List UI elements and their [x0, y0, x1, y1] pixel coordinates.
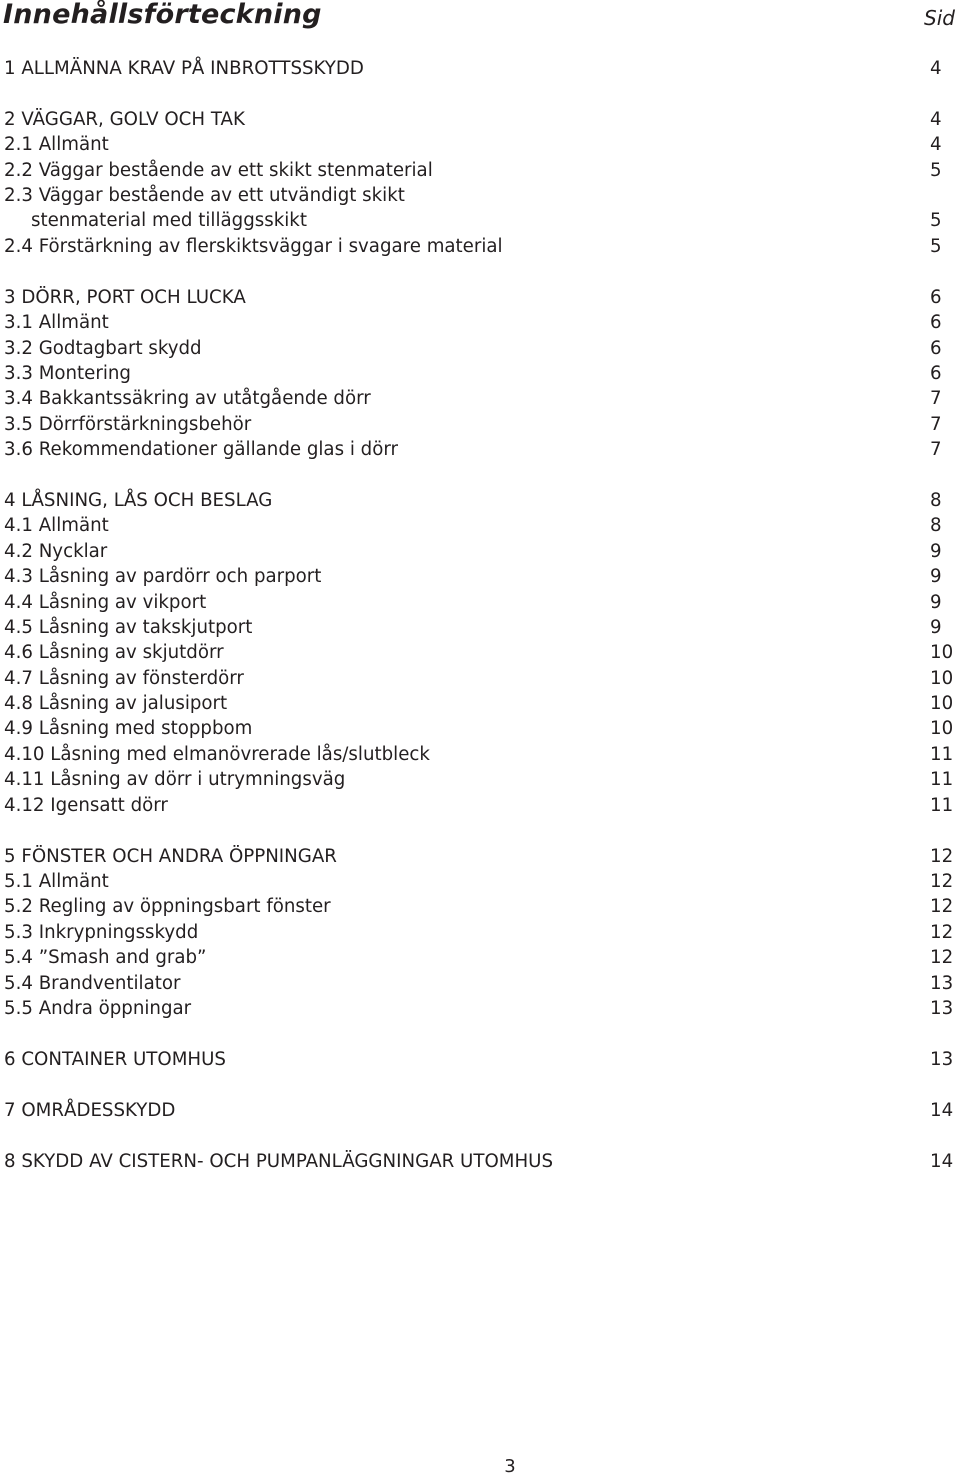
toc-entry-label: 3.3 Montering [4, 362, 131, 384]
toc-entry-label: 3.4 Bakkantssäkring av utåtgående dörr [4, 388, 371, 410]
toc-entry-label: stenmaterial med tilläggsskikt [31, 210, 307, 232]
toc-entry-label: 3.6 Rekommendationer gällande glas i dörr [4, 439, 398, 461]
toc-entry [4, 971, 954, 996]
toc-entry [4, 488, 954, 513]
toc-entry-label: 2 VÄGGAR, GOLV OCH TAK [4, 108, 245, 130]
toc-entry-page: 7 [930, 439, 942, 461]
toc-entry-page: 12 [930, 896, 954, 918]
toc-entry [4, 285, 954, 310]
toc-entry-label: 5.2 Regling av öppningsbart fönster [4, 896, 331, 918]
toc-entry-page: 13 [930, 997, 954, 1019]
toc-entry-label: 4.4 Låsning av vikport [4, 591, 207, 613]
toc-entry-page: 12 [930, 870, 954, 892]
toc-entry [4, 564, 954, 589]
toc-entry [4, 945, 954, 970]
page-title: Innehållsförteckning [3, 0, 322, 30]
toc-entry-page: 10 [930, 642, 954, 664]
toc-entry-label: 4.2 Nycklar [4, 540, 108, 562]
toc-entry-page: 14 [930, 1099, 954, 1121]
toc-entry-page: 9 [930, 591, 942, 613]
toc-entry-label: 7 OMRÅDESSKYDD [4, 1099, 176, 1121]
toc-entry [4, 336, 954, 361]
toc-entry-label: 4.6 Låsning av skjutdörr [4, 642, 224, 664]
toc-entry-page: 7 [930, 388, 942, 410]
toc-entry [4, 361, 954, 386]
toc-entry [4, 56, 954, 81]
toc-entry-page: 4 [930, 108, 942, 130]
toc-entry-label: 5.4 Brandventilator [4, 972, 181, 994]
toc-entry [4, 716, 954, 741]
toc-entry [4, 1047, 954, 1072]
toc-entry-label: 8 SKYDD AV CISTERN- OCH PUMPANLÄGGNINGAR UTOMHUS [4, 1150, 554, 1172]
toc-entry [4, 234, 954, 259]
toc-entry-page: 12 [930, 845, 954, 867]
toc-entry-page: 7 [930, 413, 942, 435]
toc-entry-page: 9 [930, 616, 942, 638]
toc-section [4, 844, 954, 1022]
toc-entry-label: 4.9 Låsning med stoppbom [4, 718, 253, 740]
toc-entry-page: 13 [930, 972, 954, 994]
toc-entry-label: 5.4 ”Smash and grab” [4, 947, 207, 969]
toc-entry-page: 12 [930, 947, 954, 969]
toc-entry-label: 4.8 Låsning av jalusiport [4, 693, 228, 715]
toc-entry [4, 208, 954, 233]
toc-section [4, 107, 954, 259]
toc-section [4, 488, 954, 818]
toc-entry-page: 11 [930, 769, 954, 791]
toc-entry-page: 6 [930, 312, 942, 334]
toc-entry-label: 3.5 Dörrförstärkningsbehör [4, 413, 252, 435]
toc-entry-label: 2.4 Förstärkning av flerskiktsväggar i svagare material [4, 235, 503, 257]
toc-entry [4, 310, 954, 335]
toc-entry-label: 3.2 Godtagbart skydd [4, 337, 202, 359]
toc-section [4, 56, 954, 81]
toc-entry-label: 2.1 Allmänt [4, 134, 109, 156]
toc-entry [4, 742, 954, 767]
toc-entry [4, 869, 954, 894]
toc-entry-page: 10 [930, 718, 954, 740]
toc-section [4, 1047, 954, 1072]
page-column-label: Sid [924, 6, 955, 30]
toc-entry [4, 920, 954, 945]
toc-entry-page: 4 [930, 58, 942, 79]
toc-entry [4, 1149, 954, 1174]
toc-entry [4, 691, 954, 716]
toc-entry [4, 539, 954, 564]
toc-entry-page: 10 [930, 693, 954, 715]
toc-entry [4, 590, 954, 615]
toc-entry-page: 5 [930, 159, 942, 181]
page-number: 3 [504, 1456, 516, 1477]
toc-entry [4, 132, 954, 157]
toc-entry-page: 6 [930, 286, 942, 308]
toc-entry-label: 4.3 Låsning av pardörr och parport [4, 566, 322, 588]
toc-entry [4, 107, 954, 132]
toc-entry-label: 4.11 Låsning av dörr i utrymningsväg [4, 769, 346, 791]
toc-entry-page: 13 [930, 1048, 954, 1070]
toc-entry-label: 5.5 Andra öppningar [4, 997, 192, 1019]
toc-entry [4, 640, 954, 665]
toc-entry [4, 386, 954, 411]
toc-entry [4, 158, 954, 183]
toc-entry-page: 4 [930, 134, 942, 156]
toc-entry-page: 11 [930, 743, 954, 765]
toc-entry-label: 5.1 Allmänt [4, 870, 109, 892]
toc-entry [4, 513, 954, 538]
toc-entry-page: 14 [930, 1150, 954, 1172]
toc-entry-label: 3 DÖRR, PORT OCH LUCKA [4, 286, 246, 308]
toc-entry-label: 3.1 Allmänt [4, 312, 109, 334]
toc-entry [4, 437, 954, 462]
table-of-contents [4, 56, 954, 1199]
toc-entry-label: 4.1 Allmänt [4, 515, 109, 537]
toc-entry [4, 666, 954, 691]
toc-entry-page: 6 [930, 337, 942, 359]
toc-entry-label: 4.10 Låsning med elmanövrerade lås/slutbleck [4, 743, 430, 765]
toc-entry-label: 1 ALLMÄNNA KRAV PÅ INBROTTSSKYDD [4, 58, 364, 79]
toc-section [4, 1098, 954, 1123]
toc-entry-label: 5 FÖNSTER OCH ANDRA ÖPPNINGAR [4, 845, 337, 867]
toc-entry-label: 4.7 Låsning av fönsterdörr [4, 667, 244, 689]
toc-section [4, 285, 954, 463]
toc-entry [4, 183, 954, 208]
toc-section [4, 1149, 954, 1174]
toc-entry-page: 10 [930, 667, 954, 689]
toc-entry-label: 4.5 Låsning av takskjutport [4, 616, 253, 638]
toc-entry [4, 793, 954, 818]
toc-entry-page: 11 [930, 794, 954, 816]
toc-entry [4, 412, 954, 437]
toc-entry [4, 767, 954, 792]
toc-entry [4, 844, 954, 869]
toc-entry-page: 6 [930, 362, 942, 384]
toc-entry-page: 9 [930, 566, 942, 588]
toc-entry-page: 8 [930, 515, 942, 537]
toc-entry-page: 8 [930, 489, 942, 511]
toc-entry [4, 615, 954, 640]
toc-entry-page: 5 [930, 210, 942, 232]
toc-entry [4, 894, 954, 919]
toc-entry-page: 9 [930, 540, 942, 562]
toc-entry-label: 6 CONTAINER UTOMHUS [4, 1048, 226, 1070]
toc-entry-label: 4 LÅSNING, LÅS OCH BESLAG [4, 489, 273, 511]
toc-entry [4, 996, 954, 1021]
toc-entry-label: 2.2 Väggar bestående av ett skikt stenmaterial [4, 159, 433, 181]
toc-entry-label: 4.12 Igensatt dörr [4, 794, 168, 816]
toc-entry [4, 1098, 954, 1123]
toc-entry-label: 5.3 Inkrypningsskydd [4, 921, 199, 943]
toc-entry-label: 2.3 Väggar bestående av ett utvändigt skikt [4, 185, 405, 207]
toc-entry-page: 5 [930, 235, 942, 257]
toc-entry-page: 12 [930, 921, 954, 943]
